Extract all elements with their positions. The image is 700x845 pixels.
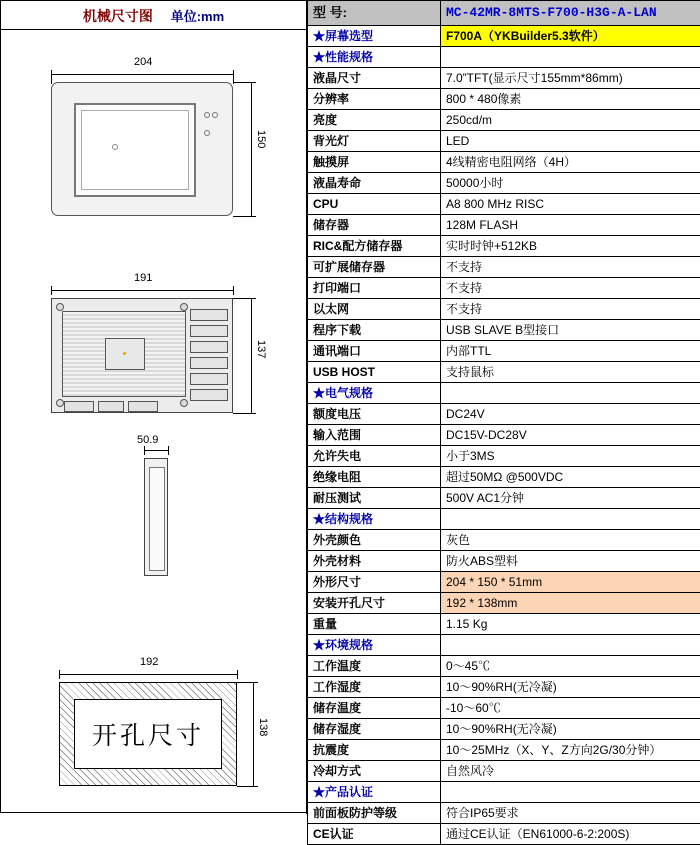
spec-row (308, 614, 700, 635)
spec-key: 工作温度 (308, 656, 441, 677)
model-value: MC-42MR-8MTS-F700-H3G-A-LAN (441, 1, 700, 26)
spec-section-row (308, 26, 700, 47)
spec-value: 通过CE认证（EN61000-6-2:200S) (441, 824, 700, 845)
cutout-width-dim-line (59, 674, 237, 675)
cutout-height-dim-line (253, 682, 254, 786)
spec-value: 1.15 Kg (441, 614, 700, 635)
back-screw-top-right (180, 303, 188, 311)
back-screw-bottom-left (56, 399, 64, 407)
cutout-height-dimension: 138 (257, 718, 269, 736)
cutout-label: 开孔尺寸 (92, 716, 204, 752)
spec-value: 小于3MS (441, 446, 700, 467)
spec-section-row (308, 782, 700, 803)
drawing-title: 机械尺寸图 (83, 8, 153, 24)
spec-section-row (308, 635, 700, 656)
front-ext-line-top (233, 82, 253, 83)
spec-value: 10～90%RH(无冷凝) (441, 719, 700, 740)
spec-key: ★屏幕选型 (308, 26, 441, 47)
specification-table-body (308, 1, 700, 845)
spec-value: 内部TTL (441, 341, 700, 362)
spec-key: 耐压测试 (308, 488, 441, 509)
spec-key: 储存器 (308, 215, 441, 236)
back-port-serial (98, 401, 124, 412)
spec-key: 重量 (308, 614, 441, 635)
spec-value: A8 800 MHz RISC (441, 194, 700, 215)
front-height-dimension: 150 (255, 130, 267, 148)
spec-key: 亮度 (308, 110, 441, 131)
front-height-dim-line (251, 82, 252, 216)
spec-key: CE认证 (308, 824, 441, 845)
spec-key: 分辨率 (308, 89, 441, 110)
model-row (308, 1, 700, 26)
spec-key: 安装开孔尺寸 (308, 593, 441, 614)
front-ext-line-bottom (233, 216, 253, 217)
spec-key: ★环境规格 (308, 635, 441, 656)
specification-panel (307, 0, 700, 814)
spec-row (308, 404, 700, 425)
spec-row (308, 551, 700, 572)
spec-value: 128M FLASH (441, 215, 700, 236)
cutout-opening (74, 699, 222, 769)
side-body-profile (149, 467, 165, 571)
spec-row (308, 530, 700, 551)
side-width-dim-line (144, 450, 168, 451)
spec-row (308, 593, 700, 614)
spec-row (308, 446, 700, 467)
back-screw-bottom-right (180, 399, 188, 407)
side-width-dimension: 50.9 (137, 434, 158, 446)
front-led-indicators (204, 105, 226, 111)
spec-value: 204 * 150 * 51mm (441, 572, 700, 593)
spec-value: 自然风冷 (441, 761, 700, 782)
back-port-power (128, 401, 158, 412)
spec-row (308, 824, 700, 845)
spec-value: 800 * 480像素 (441, 89, 700, 110)
back-width-dimension: 191 (134, 272, 152, 284)
spec-value: 7.0”TFT(显示尺寸155mm*86mm) (441, 68, 700, 89)
cutout-ext-line-top (237, 682, 257, 683)
spec-row (308, 236, 700, 257)
cutout-width-tick-right (237, 670, 238, 679)
spec-value (441, 509, 700, 530)
front-ext-line-left (51, 74, 52, 84)
spec-row (308, 467, 700, 488)
spec-key: 储存湿度 (308, 719, 441, 740)
side-width-tick-right (168, 446, 169, 455)
spec-value: 50000小时 (441, 173, 700, 194)
spec-row (308, 425, 700, 446)
front-width-dimension: 204 (134, 56, 152, 68)
spec-value: 防火ABS塑料 (441, 551, 700, 572)
back-ext-line-bottom (233, 413, 253, 414)
spec-row (308, 656, 700, 677)
spec-key: ★性能规格 (308, 47, 441, 68)
model-label: 型 号: (308, 1, 441, 26)
spec-key: 额度电压 (308, 404, 441, 425)
spec-row (308, 677, 700, 698)
spec-value (441, 635, 700, 656)
spec-key: ★电气规格 (308, 383, 441, 404)
spec-key: USB HOST (308, 362, 441, 383)
drawing-unit-label: 单位:mm (171, 9, 224, 24)
back-screw-top-left (56, 303, 64, 311)
spec-value (441, 782, 700, 803)
back-view-outline (51, 298, 233, 413)
spec-key: 外形尺寸 (308, 572, 441, 593)
back-center-marker (123, 352, 126, 355)
spec-row (308, 362, 700, 383)
side-width-tick-left (144, 446, 145, 455)
spec-key: ★产品认证 (308, 782, 441, 803)
spec-value: 实时时钟+512KB (441, 236, 700, 257)
spec-value (441, 47, 700, 68)
spec-value: 4线精密电阻网络（4H） (441, 152, 700, 173)
spec-key: 外壳颜色 (308, 530, 441, 551)
spec-key: 液晶寿命 (308, 173, 441, 194)
spec-row (308, 131, 700, 152)
back-label-plate (105, 338, 145, 370)
spec-section-row (308, 383, 700, 404)
spec-value: 192 * 138mm (441, 593, 700, 614)
spec-key: 可扩展储存器 (308, 257, 441, 278)
spec-key: 程序下载 (308, 320, 441, 341)
specification-table (307, 0, 700, 845)
spec-row (308, 173, 700, 194)
spec-key: 允许失电 (308, 446, 441, 467)
spec-row (308, 740, 700, 761)
front-display-glass (81, 110, 189, 190)
spec-value: 符合IP65要求 (441, 803, 700, 824)
spec-value: F700A（YKBuilder5.3软件） (441, 26, 700, 47)
spec-value: 支持鼠标 (441, 362, 700, 383)
spec-row (308, 803, 700, 824)
spec-row (308, 68, 700, 89)
spec-value: 不支持 (441, 278, 700, 299)
cutout-width-tick-left (59, 670, 60, 679)
spec-key: CPU (308, 194, 441, 215)
spec-key: 冷却方式 (308, 761, 441, 782)
front-view-outline (51, 82, 233, 216)
spec-row (308, 698, 700, 719)
back-width-tick-right (233, 286, 234, 295)
back-width-tick-left (51, 286, 52, 295)
spec-row (308, 257, 700, 278)
spec-key: 液晶尺寸 (308, 68, 441, 89)
spec-value: USB SLAVE B型接口 (441, 320, 700, 341)
spec-key: ★结构规格 (308, 509, 441, 530)
spec-key: 外壳材料 (308, 551, 441, 572)
spec-row (308, 572, 700, 593)
spec-row (308, 194, 700, 215)
spec-value: LED (441, 131, 700, 152)
cutout-view-outline (59, 682, 237, 786)
spec-key: 储存温度 (308, 698, 441, 719)
spec-key: 绝缘电阻 (308, 467, 441, 488)
spec-value: 不支持 (441, 299, 700, 320)
spec-value: 250cd/m (441, 110, 700, 131)
spec-key: 打印端口 (308, 278, 441, 299)
spec-row (308, 89, 700, 110)
back-connector-block (190, 309, 228, 401)
drawing-title-bar (0, 0, 306, 30)
spec-value (441, 383, 700, 404)
spec-row (308, 719, 700, 740)
front-width-dim-line (51, 74, 233, 75)
drawing-canvas (0, 30, 306, 813)
spec-key: 工作湿度 (308, 677, 441, 698)
spec-value: DC15V-DC28V (441, 425, 700, 446)
back-ext-line-top (233, 298, 253, 299)
cutout-ext-line-bottom (237, 786, 257, 787)
back-height-dimension: 137 (255, 340, 267, 358)
spec-row (308, 152, 700, 173)
spec-row (308, 341, 700, 362)
back-width-dim-line (51, 290, 233, 291)
spec-row (308, 215, 700, 236)
spec-value: DC24V (441, 404, 700, 425)
spec-value: -10～60℃ (441, 698, 700, 719)
spec-value: 10～25MHz（X、Y、Z方向2G/30分钟） (441, 740, 700, 761)
spec-key: 抗震度 (308, 740, 441, 761)
spec-key: 输入范围 (308, 425, 441, 446)
spec-row (308, 488, 700, 509)
spec-value: 500V AC1分钟 (441, 488, 700, 509)
front-display-area (74, 103, 196, 197)
spec-key: 以太网 (308, 299, 441, 320)
spec-section-row (308, 47, 700, 68)
spec-key: 背光灯 (308, 131, 441, 152)
back-height-dim-line (251, 298, 252, 413)
spec-row (308, 278, 700, 299)
spec-key: RIC&配方储存器 (308, 236, 441, 257)
spec-section-row (308, 509, 700, 530)
spec-value: 0～45℃ (441, 656, 700, 677)
spec-key: 通讯端口 (308, 341, 441, 362)
spec-value: 10～90%RH(无冷凝) (441, 677, 700, 698)
spec-row (308, 299, 700, 320)
cutout-width-dimension: 192 (140, 656, 158, 668)
spec-row (308, 320, 700, 341)
mechanical-drawing-panel (0, 0, 307, 814)
spec-row (308, 761, 700, 782)
back-port-usb (64, 401, 94, 412)
spec-row (308, 110, 700, 131)
side-view-outline (144, 458, 168, 576)
spec-key: 触摸屏 (308, 152, 441, 173)
spec-key: 前面板防护等级 (308, 803, 441, 824)
back-vent-grille (62, 311, 186, 397)
front-center-marker (112, 144, 118, 150)
spec-value: 超过50MΩ @500VDC (441, 467, 700, 488)
spec-value: 不支持 (441, 257, 700, 278)
spec-value: 灰色 (441, 530, 700, 551)
